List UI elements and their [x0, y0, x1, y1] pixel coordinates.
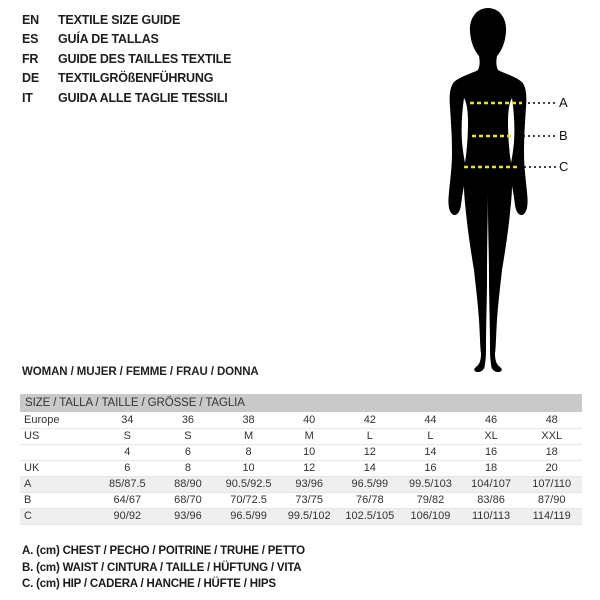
row-label: US	[24, 430, 40, 442]
label-chest: A	[559, 95, 568, 110]
size-cell: 14	[424, 446, 437, 458]
size-cell: L	[427, 430, 434, 442]
size-cell: S	[184, 430, 192, 442]
row-label: B	[24, 494, 32, 506]
size-cell: 93/96	[295, 478, 323, 490]
legend-waist: B. (cm) WAIST / CINTURA / TAILLE / HÜFTUNG / VITA	[22, 561, 302, 574]
size-cell: 44	[424, 413, 437, 426]
size-cell: 16	[484, 446, 498, 458]
size-cell: 85/87.5	[108, 478, 146, 490]
row-label: A	[24, 478, 32, 490]
label-hip: C	[559, 159, 569, 174]
size-cell: 14	[363, 462, 376, 474]
size-cell: 99.5/103	[409, 478, 452, 490]
language-row	[22, 11, 231, 30]
size-cell: 76/78	[356, 494, 384, 506]
size-cell: 18	[545, 446, 558, 458]
size-cell: 88/90	[174, 478, 202, 490]
size-cell: 18	[484, 462, 498, 474]
language-row	[22, 69, 231, 88]
language-title-list	[22, 11, 231, 108]
label-waist: B	[559, 128, 568, 143]
size-cell: 106/109	[410, 510, 451, 522]
legend-chest: A. (cm) CHEST / PECHO / POITRINE / TRUHE / PETTO	[22, 545, 305, 557]
size-cell: 38	[242, 413, 255, 426]
table-header-row	[20, 394, 582, 412]
language-code: DE	[22, 71, 39, 86]
language-title: GUIDA ALLE TAGLIE TESSILI	[58, 90, 228, 105]
language-row	[22, 89, 231, 108]
language-title: TEXTILGRÖßENFÜHRUNG	[58, 71, 214, 86]
legend-hip: C. (cm) HIP / CADERA / HANCHE / HÜFTE / HIPS	[22, 578, 276, 591]
size-cell: S	[123, 430, 131, 442]
size-cell: XXL	[541, 430, 563, 442]
measurement-legend	[22, 543, 305, 593]
size-cell: 64/67	[113, 494, 142, 506]
language-row	[22, 30, 231, 49]
size-cell: 114/119	[532, 510, 571, 522]
table-row	[20, 444, 582, 460]
size-cell: 10	[303, 446, 316, 458]
size-cell: 70/72.5	[230, 494, 267, 506]
size-cell: 48	[545, 413, 558, 426]
size-cell: 6	[124, 462, 131, 474]
size-cell: 12	[363, 446, 376, 458]
row-label: C	[24, 510, 32, 522]
size-cell: 99.5/102	[287, 510, 331, 522]
row-label: Europe	[24, 413, 60, 426]
size-cell: M	[243, 430, 254, 442]
size-cell: M	[304, 430, 314, 442]
size-cell: 40	[303, 413, 316, 426]
language-title: GUÍA DE TALLAS	[58, 32, 159, 47]
language-code: EN	[22, 13, 39, 27]
row-label	[20, 444, 97, 460]
size-cell: 16	[424, 462, 437, 474]
table-header-label: SIZE / TALLA / TAILLE / GRÖSSE / TAGLIA	[20, 394, 582, 412]
language-code: IT	[22, 90, 33, 105]
size-cell: 10	[242, 462, 255, 474]
size-cell: 83/86	[477, 494, 505, 506]
size-cell: 4	[124, 446, 131, 458]
language-code: ES	[22, 32, 39, 47]
size-cell: 8	[245, 446, 252, 458]
table-row	[20, 412, 582, 428]
size-cell: 73/75	[295, 494, 323, 506]
size-cell: 87/90	[537, 494, 566, 506]
language-title: TEXTILE SIZE GUIDE	[58, 13, 181, 27]
size-cell: 96.5/99	[351, 478, 389, 490]
size-cell: 90/92	[113, 510, 142, 522]
language-title: GUIDE DES TAILLES TEXTILE	[58, 51, 232, 66]
section-title: WOMAN / MUJER / FEMME / FRAU / DONNA	[22, 366, 259, 378]
size-cell: XL	[484, 430, 498, 442]
table-row	[20, 476, 582, 492]
size-cell: 8	[184, 462, 191, 474]
size-cell: 6	[184, 446, 191, 458]
size-table	[20, 394, 582, 525]
language-row	[22, 50, 231, 69]
size-cell: 93/96	[174, 510, 202, 522]
size-cell: 110/113	[471, 510, 511, 522]
woman-silhouette-icon	[408, 0, 598, 380]
size-cell: 36	[181, 413, 195, 426]
size-cell: 42	[363, 413, 376, 426]
language-code: FR	[22, 51, 39, 66]
table-row	[20, 428, 582, 444]
size-cell: 20	[545, 462, 558, 474]
table-row	[20, 492, 582, 508]
size-cell: 90.5/92.5	[225, 478, 272, 490]
row-label: UK	[24, 462, 40, 474]
table-row	[20, 508, 582, 524]
size-cell: 68/70	[174, 494, 202, 506]
size-cell: 96.5/99	[230, 510, 267, 522]
table-row	[20, 460, 582, 476]
size-cell: 102.5/105	[345, 510, 395, 522]
size-cell: 46	[484, 413, 498, 426]
size-cell: 79/82	[416, 494, 445, 506]
woman-silhouette-figure	[408, 0, 598, 380]
size-cell: 34	[121, 413, 134, 426]
size-cell: 12	[303, 462, 316, 474]
size-cell: 104/107	[471, 478, 511, 490]
size-cell: L	[366, 430, 373, 442]
size-cell: 107/110	[532, 478, 572, 490]
